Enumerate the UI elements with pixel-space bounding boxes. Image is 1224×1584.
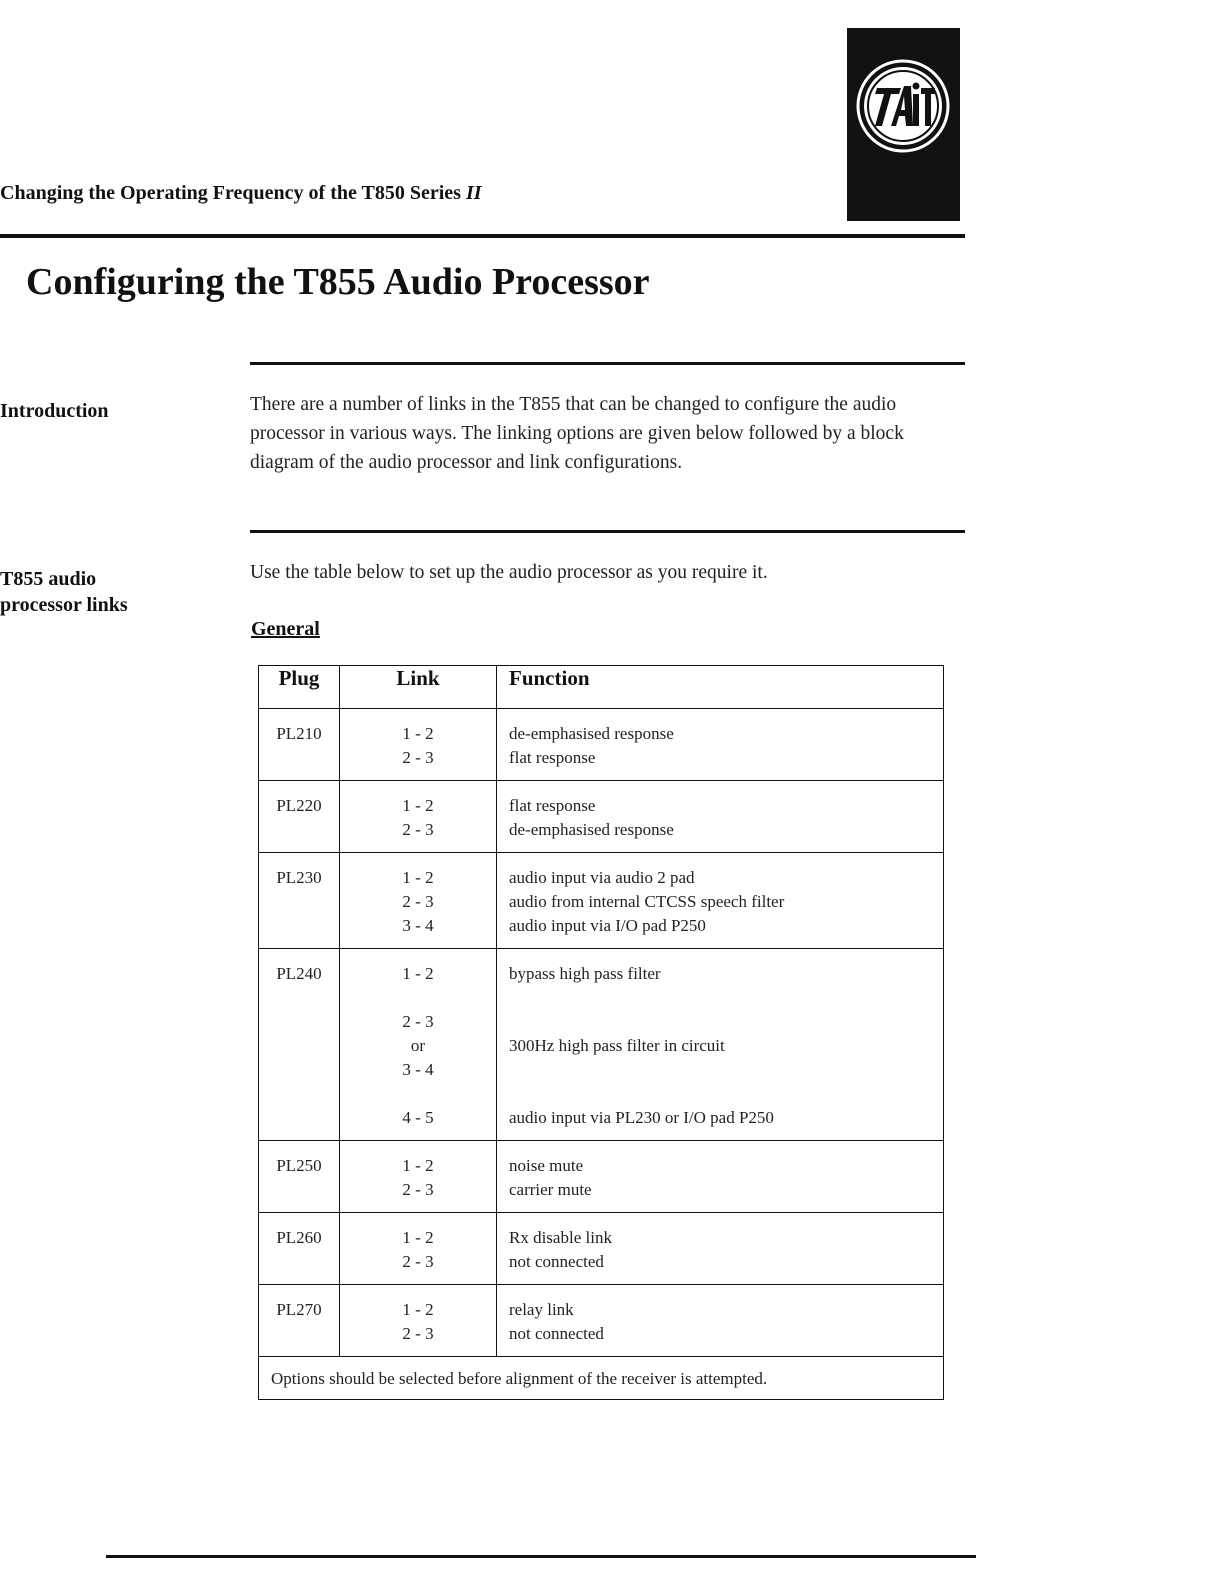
cell-plug: PL220 [259, 781, 340, 853]
table-header-row [259, 666, 944, 709]
tait-logo-icon [847, 28, 960, 221]
function-value: de-emphasised response [509, 724, 674, 743]
links-heading [0, 566, 128, 618]
table-row [259, 781, 944, 853]
running-head-series: II [465, 182, 482, 204]
table-row [259, 1285, 944, 1357]
cell-function [497, 949, 944, 1141]
page-title: Configuring the T855 Audio Processor [26, 261, 650, 303]
link-value: 1 - 2 [402, 796, 434, 815]
function-value: bypass high pass filter [509, 964, 661, 983]
links-text: Use the table below to set up the audio processor as you require it. [250, 562, 768, 583]
cell-link [340, 853, 497, 949]
links-heading-line2: processor links [0, 594, 128, 616]
link-value: 1 - 2 [402, 868, 434, 887]
link-value: 2 - 3 [402, 892, 434, 911]
table-note-row [259, 1357, 944, 1400]
link-value: 1 - 2 [402, 1300, 434, 1319]
cell-link [340, 949, 497, 1141]
link-value: or [410, 1036, 426, 1055]
link-value: 1 - 2 [402, 964, 434, 983]
link-value [340, 1082, 496, 1106]
cell-function [497, 1141, 944, 1213]
link-value: 3 - 4 [402, 916, 434, 935]
function-value: not connected [509, 1252, 604, 1271]
cell-plug: PL240 [259, 949, 340, 1141]
function-value [509, 1058, 943, 1082]
table-row [259, 709, 944, 781]
cell-plug: PL230 [259, 853, 340, 949]
cell-link [340, 1141, 497, 1213]
function-value: not connected [509, 1324, 604, 1343]
link-value: 2 - 3 [402, 748, 434, 767]
footer-rule [106, 1555, 976, 1558]
table-note: Options should be selected before alignment of the receiver is attempted. [259, 1357, 944, 1400]
links-heading-line1: T855 audio [0, 568, 97, 590]
column-header-link: Link [340, 666, 497, 709]
table-row [259, 949, 944, 1141]
function-value: noise mute [509, 1156, 584, 1175]
cell-link [340, 1213, 497, 1285]
general-subheading: General [251, 618, 320, 640]
function-value: flat response [509, 748, 596, 767]
header-rule [0, 234, 965, 238]
link-value: 2 - 3 [402, 1012, 434, 1031]
function-value: flat response [509, 796, 596, 815]
running-head [0, 182, 482, 205]
function-value: Rx disable link [509, 1228, 612, 1247]
column-header-plug: Plug [259, 666, 340, 709]
link-value: 1 - 2 [402, 1156, 434, 1175]
function-value: audio input via audio 2 pad [509, 868, 695, 887]
cell-plug: PL210 [259, 709, 340, 781]
link-value [340, 986, 496, 1010]
section-rule-introduction [250, 362, 965, 365]
column-header-function: Function [497, 666, 944, 709]
function-value: audio input via I/O pad P250 [509, 916, 706, 935]
cell-plug: PL260 [259, 1213, 340, 1285]
cell-function [497, 853, 944, 949]
cell-plug: PL250 [259, 1141, 340, 1213]
introduction-text: There are a number of links in the T855 that can be changed to configure the audio processor in various ways. The linking options are given below followed by a block diagram of the audio processor and link configurations. [250, 394, 904, 473]
tait-logo [847, 28, 960, 221]
table-body [259, 709, 944, 1357]
function-value: carrier mute [509, 1180, 592, 1199]
function-value [509, 1082, 943, 1106]
cell-link [340, 709, 497, 781]
cell-function [497, 781, 944, 853]
table-row [259, 1141, 944, 1213]
function-value [509, 1010, 943, 1034]
link-value: 1 - 2 [402, 724, 434, 743]
running-head-text: Changing the Operating Frequency of the T850 Series [0, 182, 466, 204]
cell-link [340, 781, 497, 853]
link-value: 1 - 2 [402, 1228, 434, 1247]
introduction-heading: Introduction [0, 400, 109, 422]
function-value: audio from internal CTCSS speech filter [509, 892, 785, 911]
link-value: 2 - 3 [402, 1252, 434, 1271]
links-table [258, 665, 944, 1400]
table-row [259, 1213, 944, 1285]
function-value: de-emphasised response [509, 820, 674, 839]
function-value: audio input via PL230 or I/O pad P250 [509, 1108, 774, 1127]
cell-link [340, 1285, 497, 1357]
link-value: 2 - 3 [402, 1180, 434, 1199]
function-value: relay link [509, 1300, 574, 1319]
link-value: 2 - 3 [402, 820, 434, 839]
cell-function [497, 1285, 944, 1357]
section-rule-links [250, 530, 965, 533]
cell-plug: PL270 [259, 1285, 340, 1357]
link-value: 4 - 5 [402, 1108, 434, 1127]
link-value: 3 - 4 [402, 1060, 434, 1079]
link-value: 2 - 3 [402, 1324, 434, 1343]
function-value [509, 986, 943, 1010]
function-value: 300Hz high pass filter in circuit [509, 1036, 725, 1055]
cell-function [497, 1213, 944, 1285]
table-row [259, 853, 944, 949]
cell-function [497, 709, 944, 781]
